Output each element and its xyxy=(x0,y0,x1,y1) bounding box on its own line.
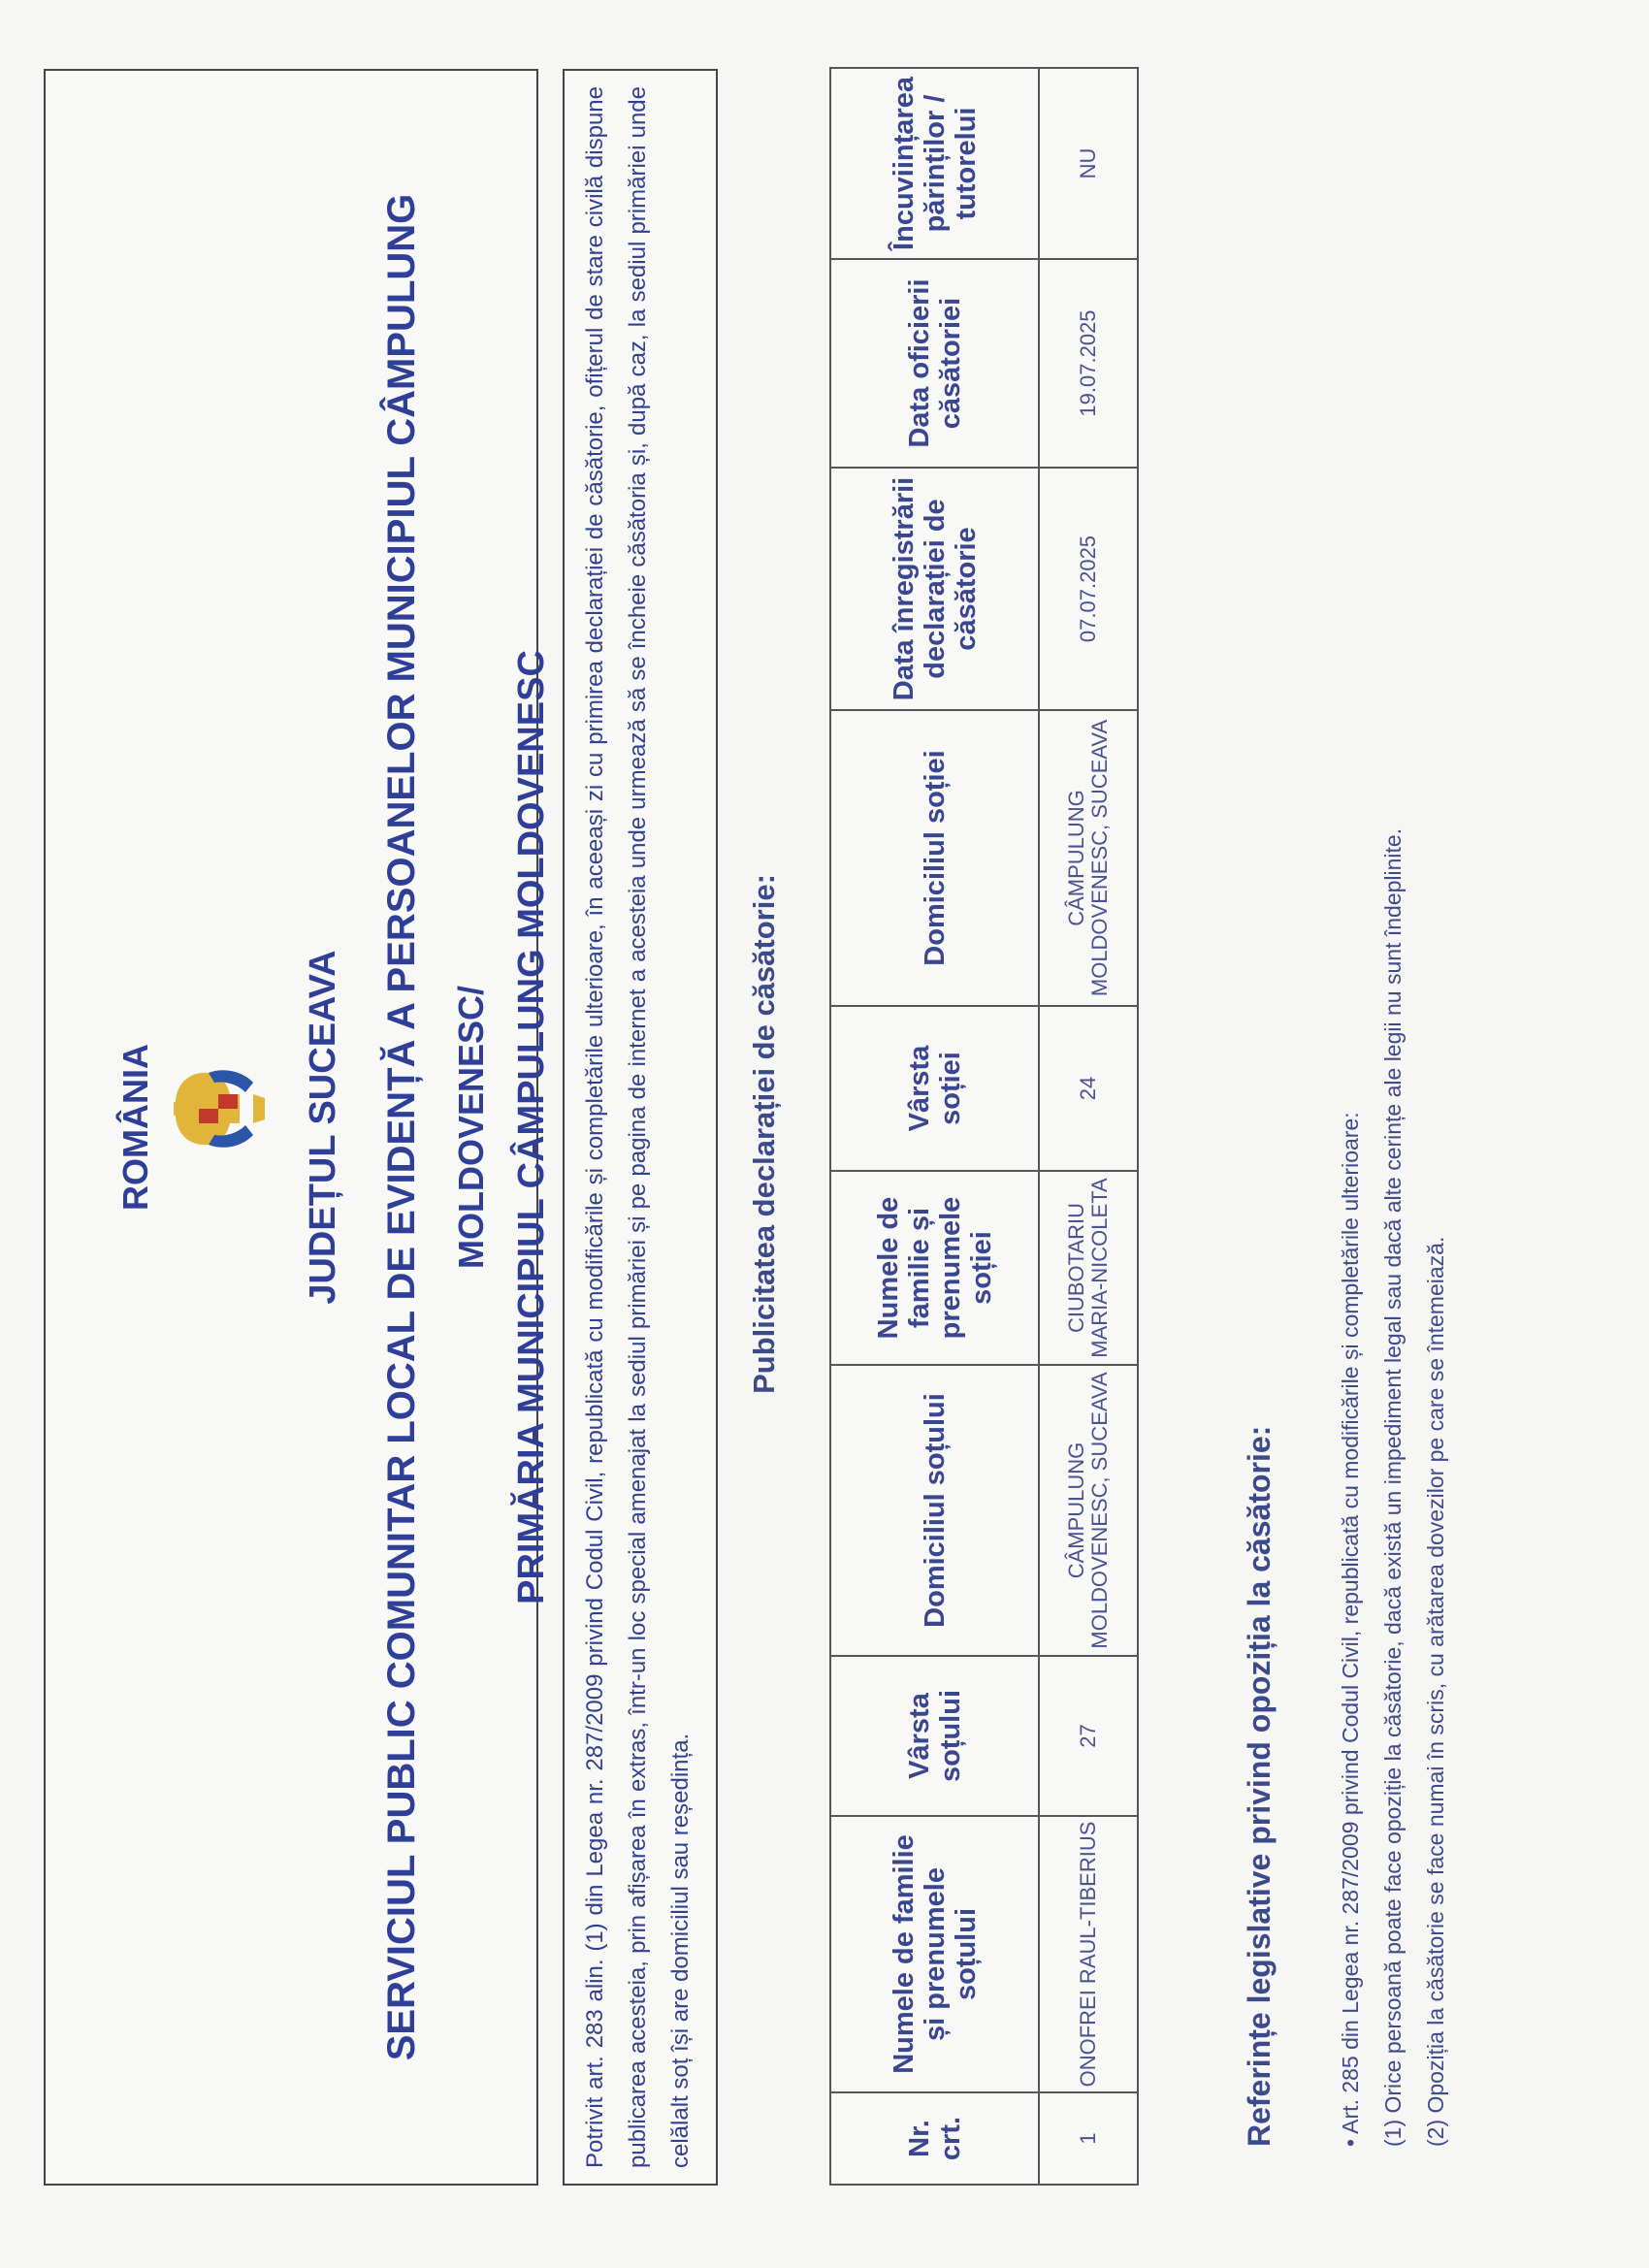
table-cell: NU xyxy=(1039,68,1138,259)
col-header: Data oficierii căsătoriei xyxy=(830,259,1039,468)
coat-of-arms-icon xyxy=(170,1065,271,1152)
service-title-line1: SERVICIUL PUBLIC COMUNITAR LOCAL DE EVIDENȚĂ A PERSOANELOR MUNICIPIUL CÂMPULUNG xyxy=(380,193,423,2061)
primaria-title: PRIMĂRIA MUNICIPIUL CÂMPULUNG MOLDOVENESC xyxy=(511,650,552,1604)
legal-notice: Potrivit art. 283 alin. (1) din Legea nr. 287/2009 privind Codul Civil, republicată cu modificările și completările ulterioare, în aceeași zi cu primirea declarației de căsătorie, ofițerul de stare civilă dispune publicarea acesteia, prin afișarea în extras, într-un loc special amenajat la sediul primăriei și pe pagina de internet a acesteia unde urmează să se încheie căsătoria și, după caz, la sediul primăriei unde celălalt soț își are domiciliul sau reședința. xyxy=(563,69,718,2186)
col-header: Data înregistrării declarației de căsătorie xyxy=(830,468,1039,710)
header-box xyxy=(44,69,552,2186)
table-row xyxy=(1039,68,1138,2185)
table-cell: CÂMPULUNG MOLDOVENESC, SUCEAVA xyxy=(1039,1365,1138,1656)
publication-title: Publicitatea declarației de căsătorie: xyxy=(747,874,781,1394)
county-title: JUDEȚUL SUCEAVA xyxy=(303,950,343,1305)
table-cell: 07.07.2025 xyxy=(1039,468,1138,710)
col-header: Domiciliul soției xyxy=(830,710,1039,1006)
col-header: Nr. crt. xyxy=(830,2092,1039,2185)
table-header-row xyxy=(830,68,1039,2185)
table-cell: CÂMPULUNG MOLDOVENESC, SUCEAVA xyxy=(1039,710,1138,1006)
col-header: Numele de familie și prenumele soției xyxy=(830,1171,1039,1365)
declaration-table xyxy=(829,67,1139,2186)
references-title: Referințe legislative privind opoziția la căsătorie: xyxy=(1242,1425,1277,2147)
table-cell: ONOFREI RAUL-TIBERIUS xyxy=(1039,1816,1138,2092)
col-header: Încuviințarea părinților / tutorelui xyxy=(830,68,1039,259)
col-header: Vârsta soției xyxy=(830,1006,1039,1171)
table-cell: 24 xyxy=(1039,1006,1138,1171)
reference-line: (1) Orice persoană poate face opoziție la căsătorie, dacă există un impediment legal sau dacă alte cerințe ale legii nu sunt îndeplinite. xyxy=(1380,827,1406,2147)
col-header: Numele de familie și prenumele soțului xyxy=(830,1816,1039,2092)
references-list xyxy=(1329,61,1457,2147)
col-header: Vârsta soțului xyxy=(830,1656,1039,1816)
reference-line: (2) Opoziția la căsătorie se face numai în scris, cu arătarea dovezilor pe care se întemeiază. xyxy=(1423,1236,1448,2147)
table-cell: CIUBOTARIU MARIA-NICOLETA xyxy=(1039,1171,1138,1365)
col-header: Domiciliul soțului xyxy=(830,1365,1039,1656)
service-title-line2: MOLDOVENESC/ xyxy=(451,985,491,1270)
table-cell: 19.07.2025 xyxy=(1039,259,1138,468)
reference-line: • Art. 285 din Legea nr. 287/2009 privind Codul Civil, republicată cu modificările și completările ulterioare: xyxy=(1338,1112,1363,2147)
table-cell: 1 xyxy=(1039,2092,1138,2185)
table-cell: 27 xyxy=(1039,1656,1138,1816)
country-title: ROMÂNIA xyxy=(115,1044,155,1211)
